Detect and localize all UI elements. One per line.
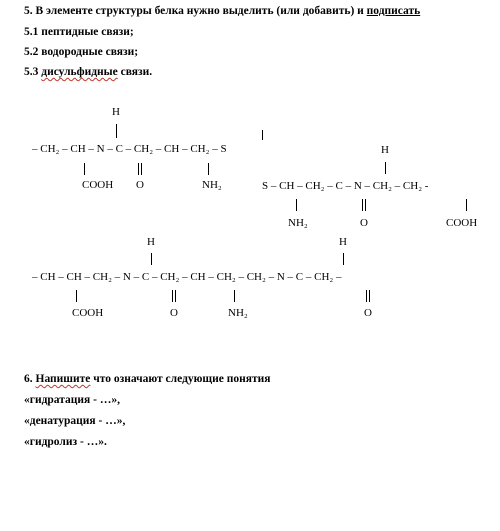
chain1-cooh: COOH bbox=[82, 179, 114, 191]
task6-title-suffix: что означают следующие понятия bbox=[90, 373, 271, 385]
task5-item-3 bbox=[24, 67, 152, 79]
chain1-o: O bbox=[136, 179, 144, 191]
chain3-bond-h-1 bbox=[151, 253, 152, 265]
chain3-bond-cooh bbox=[76, 290, 77, 302]
chain2-cooh: COOH bbox=[446, 217, 478, 229]
chain2-bond-cooh bbox=[466, 199, 467, 211]
task5-title-text: 5. В элементе структуры белка нужно выделить (или добавить) и bbox=[24, 5, 367, 17]
task6-item-1: «гидратация - …», bbox=[24, 394, 120, 406]
chain2-main: S – CH – CH₂ – C – N – CH₂ – CH₂ - bbox=[262, 180, 429, 192]
chain2-h: H bbox=[381, 144, 389, 156]
task5-item-3-prefix: 5.3 bbox=[24, 66, 42, 78]
task5-title-underlined: подписать bbox=[366, 5, 421, 17]
chain3-cooh: COOH bbox=[72, 307, 104, 319]
chain3-bond-double-o-2 bbox=[366, 290, 370, 302]
task5-item-3-emph: дисульфидные bbox=[41, 66, 118, 78]
task6-title-emph: Напишите bbox=[35, 373, 91, 385]
chain2-bond-double-o bbox=[362, 199, 366, 211]
chain3-main: – CH – CH – CH₂ – N – C – CH₂ – CH – CH₂ – CH₂ – N – C – CH₂ – bbox=[32, 271, 342, 283]
task6-title bbox=[24, 374, 270, 386]
task5-item-2: 5.2 водородные связи; bbox=[24, 46, 139, 58]
chain2-bond-nh2 bbox=[296, 199, 297, 211]
chain3-h-2: H bbox=[339, 236, 347, 248]
chain3-h-1: H bbox=[147, 236, 155, 248]
chain3-o-2: O bbox=[364, 307, 372, 319]
task5-item-3-suffix: связи. bbox=[117, 66, 153, 78]
chain3-nh2: NH₂ bbox=[228, 307, 248, 319]
chain1-bond-nh2 bbox=[208, 163, 209, 175]
chain2-o: O bbox=[360, 217, 368, 229]
chain2-nh2: NH₂ bbox=[288, 217, 308, 229]
chain1-bond-h bbox=[116, 124, 117, 138]
task6-item-2: «денатурация - …», bbox=[24, 415, 126, 427]
task5-item-1: 5.1 пептидные связи; bbox=[24, 26, 134, 38]
chain1-bond-s bbox=[262, 130, 263, 140]
task6-item-3: «гидролиз - …». bbox=[24, 436, 107, 448]
chain3-bond-h-2 bbox=[343, 253, 344, 265]
chain1-bond-cooh bbox=[84, 163, 85, 175]
chain1-bond-double-o bbox=[138, 163, 142, 175]
chain1-main: – CH₂ – CH – N – C – CH₂ – CH – CH₂ – S bbox=[32, 143, 227, 155]
chain2-bond-h bbox=[385, 162, 386, 174]
chain1-nh2: NH₂ bbox=[202, 179, 222, 191]
chain3-bond-nh2 bbox=[234, 290, 235, 302]
chain1-h: H bbox=[112, 106, 120, 118]
chain3-bond-double-o-1 bbox=[172, 290, 176, 302]
chain3-o-1: O bbox=[170, 307, 178, 319]
task5-title bbox=[24, 6, 420, 18]
task6-title-prefix: 6. bbox=[24, 373, 36, 385]
